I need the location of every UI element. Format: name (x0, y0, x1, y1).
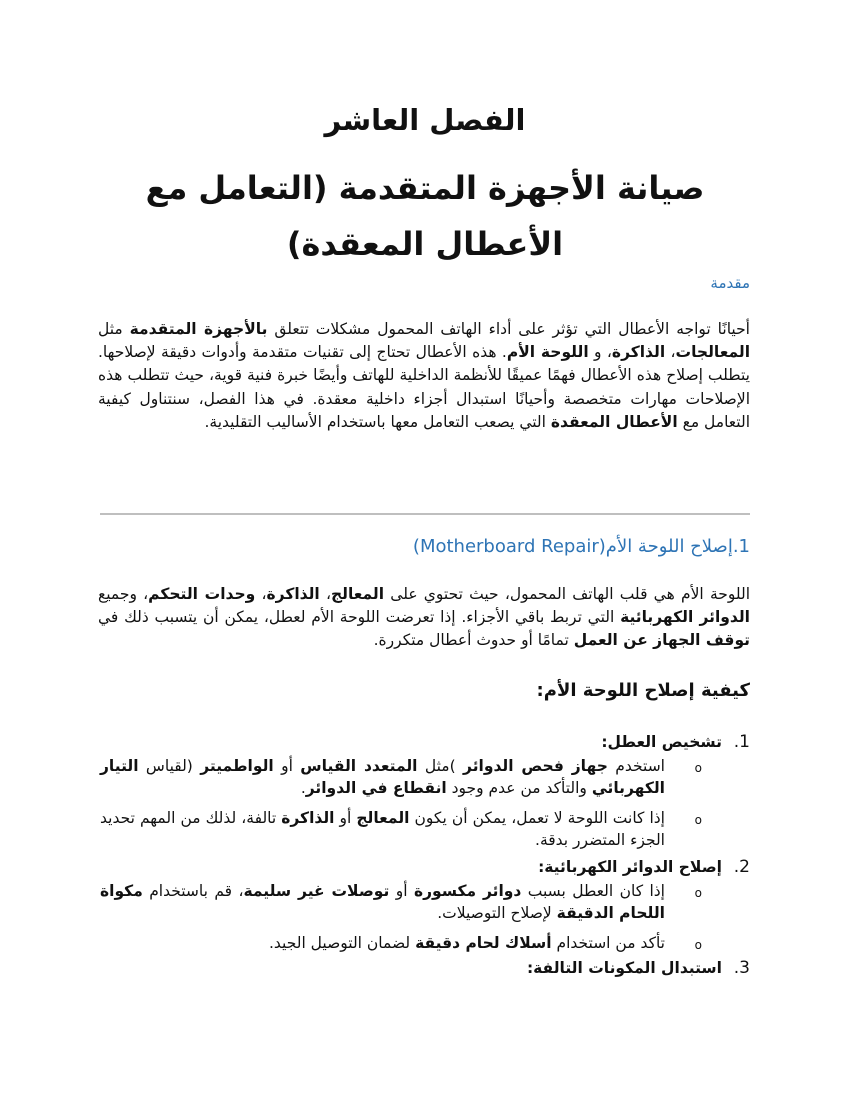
bullet-mark: o (694, 886, 702, 900)
bullet-text: استخدم جهاز فحص الدوائر )مثل المتعدد القياس أو الواطميتر (لقياس التيار الكهربائي والتأكد من عدم وجود انقطاع في الدوائر. (100, 757, 665, 797)
step-title: تشخيص العطل: (601, 733, 722, 751)
step-number: 3. (733, 958, 750, 978)
section-divider (100, 513, 750, 515)
chapter-title: صيانة الأجهزة المتقدمة (التعامل مع الأعطال المعقدة) (145, 169, 705, 263)
chapter-label: الفصل العاشر (324, 103, 526, 137)
howto-heading: كيفية إصلاح اللوحة الأم: (536, 680, 750, 701)
bullet-text: تأكد من استخدام أسلاك لحام دقيقة لضمان التوصيل الجيد. (268, 934, 665, 952)
motherboard-paragraph: اللوحة الأم هي قلب الهاتف المحمول، حيث تحتوي على المعالج، الذاكرة، وحدات التحكم، وجميع الدوائر الكهربائية التي تربط باقي الأجزاء. إذا تعرضت اللوحة الأم لعطل، يمكن أن يتسبب ذلك في توقف الجهاز عن العمل تمامًا أو حدوث أعطال متكررة. (98, 585, 751, 650)
intro-heading: مقدمة (710, 274, 750, 292)
bullet-text: إذا كان العطل بسبب دوائر مكسورة أو توصلات غير سليمة، قم باستخدام مكواة اللحام الدقيقة لإصلاح التوصيلات. (100, 882, 665, 922)
bullet-mark: o (694, 813, 702, 827)
step-number: 2. (733, 857, 750, 877)
bullet-mark: o (694, 761, 702, 775)
intro-paragraph: أحيانًا تواجه الأعطال التي تؤثر على أداء الهاتف المحمول مشكلات تتعلق بالأجهزة المتقدمة مثل المعالجات، الذاكرة، و اللوحة الأم. هذه الأعطال تحتاج إلى تقنيات متقدمة وأدوات دقيقة لإصلاحها. يتطلب إصلاح هذه الأعطال فهمًا عميقًا للأنظمة الداخلية للهاتف وأيضًا خبرة فنية قوية، حيث تتطلب هذه الإصلاحات مهارات متخصصة وأحيانًا استبدال أجزاء داخلية معقدة. في هذا الفصل، سنتناول كيفية التعامل مع الأعطال المعقدة التي يصعب التعامل معها باستخدام الأساليب التقليدية. (98, 320, 751, 431)
bullet-mark: o (694, 938, 702, 952)
section-heading: 1.إصلاح اللوحة الأم(Motherboard Repair) (412, 536, 750, 557)
step-title: إصلاح الدوائر الكهربائية: (538, 858, 722, 876)
step-number: 1. (733, 732, 750, 752)
bullet-text: إذا كانت اللوحة لا تعمل، يمكن أن يكون المعالج أو الذاكرة تالفة، لذلك من المهم تحديد الجزء المتضرر بدقة. (100, 809, 665, 849)
step-title: استبدال المكونات التالفة: (526, 959, 722, 977)
